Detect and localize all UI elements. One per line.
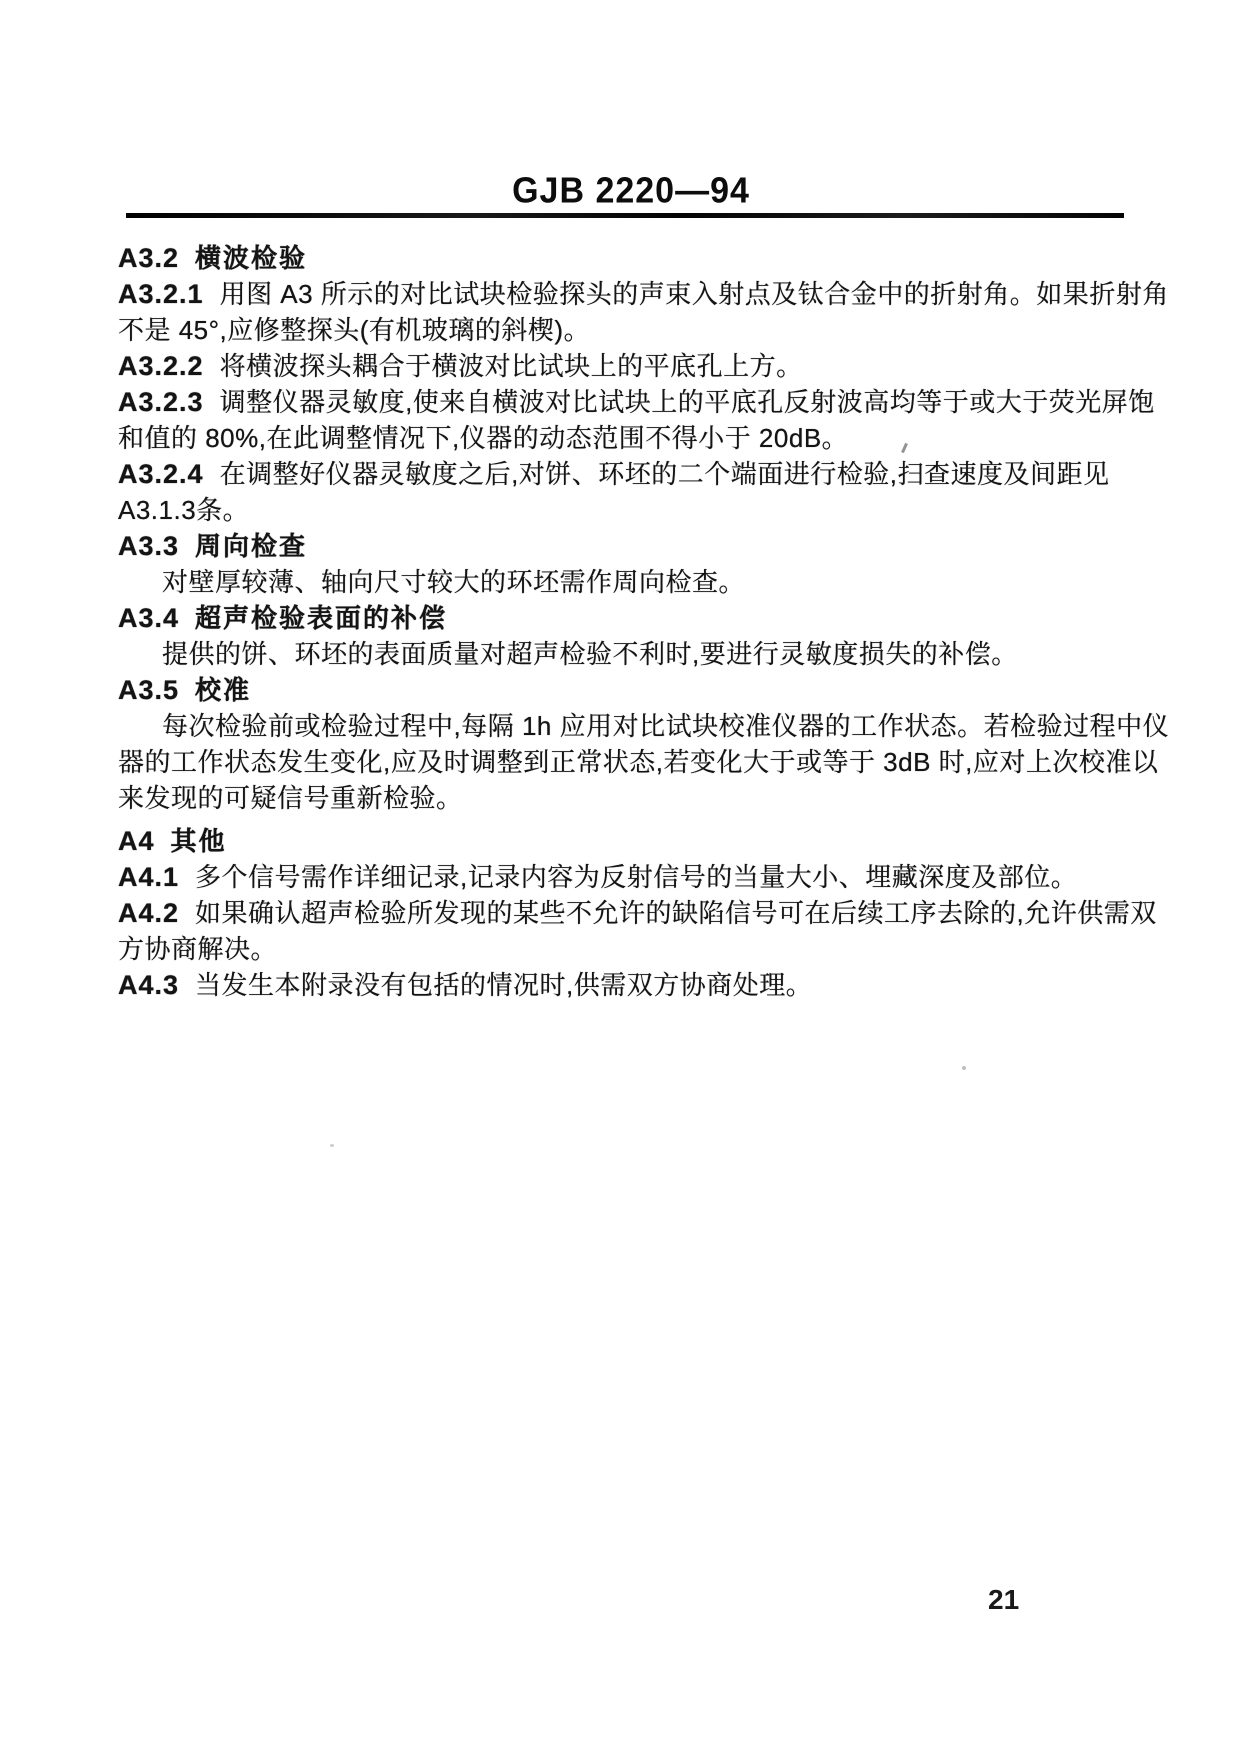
clause-text: 方协商解决。 (118, 934, 278, 964)
clause-number: A3.2.1 (118, 279, 204, 309)
clause-text: 和值的 80%,在此调整情况下,仪器的动态范围不得小于 20dB。 (118, 423, 849, 453)
section-number: A3.3 (118, 531, 180, 561)
section-number: A3.5 (118, 675, 180, 705)
paragraph-a3-5-continuation (118, 744, 1159, 780)
clause-a3-2-4-continuation (118, 492, 1130, 528)
clause-a3-2-4 (118, 456, 1130, 492)
standard-number-title: GJB 2220—94 (512, 170, 750, 212)
scan-artifact (330, 1144, 334, 1147)
clause-text: 如果确认超声检验所发现的某些不允许的缺陷信号可在后续工序去除的,允许供需双 (195, 898, 1157, 928)
section-heading-a4 (118, 823, 1130, 859)
paragraph-text: 来发现的可疑信号重新检验。 (118, 783, 463, 813)
section-number: A3.4 (118, 603, 180, 633)
clause-text: 调整仪器灵敏度,使来自横波对比试块上的平底孔反射波高均等于或大于荧光屏饱 (219, 387, 1155, 417)
clause-text: 多个信号需作详细记录,记录内容为反射信号的当量大小、埋藏深度及部位。 (195, 862, 1078, 892)
clause-number: A4.2 (118, 898, 180, 928)
document-body (118, 240, 1170, 1003)
clause-text: 不是 45°,应修整探头(有机玻璃的斜楔)。 (118, 315, 591, 345)
page-number: 21 (988, 1584, 1020, 1615)
paragraph-a3-5-continuation-2 (118, 780, 1130, 816)
clause-number: A3.2.2 (118, 351, 204, 381)
section-title: 周向检查 (195, 531, 308, 561)
paragraph-text: 提供的饼、环坯的表面质量对超声检验不利时,要进行灵敏度损失的补偿。 (162, 639, 1018, 669)
clause-a3-2-3 (118, 384, 1155, 420)
clause-text: 在调整好仪器灵敏度之后,对饼、环坯的二个端面进行检验,扫查速度及间距见 (219, 459, 1110, 489)
section-heading-a3-2 (118, 240, 1130, 276)
document-header (120, 172, 1124, 211)
clause-number: A3.2.3 (118, 387, 204, 417)
clause-a3-2-3-continuation (118, 420, 1130, 456)
section-heading-a3-4 (118, 600, 1130, 636)
clause-number: A3.2.4 (118, 459, 204, 489)
paragraph-a3-5 (118, 708, 1170, 744)
section-title: 横波检验 (195, 243, 308, 273)
section-title: 校准 (195, 675, 252, 705)
section-title: 超声检验表面的补偿 (195, 603, 448, 633)
scan-artifact (962, 1066, 966, 1070)
section-heading-a3-3 (118, 528, 1130, 564)
clause-a4-3 (118, 967, 1130, 1003)
paragraph-text: 每次检验前或检验过程中,每隔 1h 应用对比试块校准仪器的工作状态。若检验过程中仪 (162, 711, 1170, 741)
paragraph-a3-4 (118, 636, 1130, 672)
clause-text: 当发生本附录没有包括的情况时,供需双方协商处理。 (195, 970, 813, 1000)
clause-number: A4.1 (118, 862, 180, 892)
clause-text: 将横波探头耦合于横波对比试块上的平底孔上方。 (219, 351, 803, 381)
clause-a3-2-1-continuation (118, 312, 1130, 348)
section-heading-a3-5 (118, 672, 1130, 708)
clause-a3-2-1 (118, 276, 1169, 312)
paragraph-text: 器的工作状态发生变化,应及时调整到正常状态,若变化大于或等于 3dB 时,应对上次校准以 (118, 747, 1159, 777)
section-title: 其他 (170, 826, 227, 856)
paragraph-text: 对壁厚较薄、轴向尺寸较大的环坯需作周向检查。 (162, 567, 746, 597)
header-divider-rule (126, 213, 1124, 218)
paragraph-a3-3 (118, 564, 1130, 600)
clause-a3-2-2 (118, 348, 1130, 384)
clause-a4-2-continuation (118, 931, 1130, 967)
section-number: A4 (118, 826, 155, 856)
clause-a4-2 (118, 895, 1157, 931)
clause-number: A4.3 (118, 970, 180, 1000)
clause-a4-1 (118, 859, 1130, 895)
section-number: A3.2 (118, 243, 180, 273)
clause-text: 用图 A3 所示的对比试块检验探头的声束入射点及钛合金中的折射角。如果折射角 (219, 279, 1169, 309)
clause-text: A3.1.3条。 (118, 495, 250, 525)
